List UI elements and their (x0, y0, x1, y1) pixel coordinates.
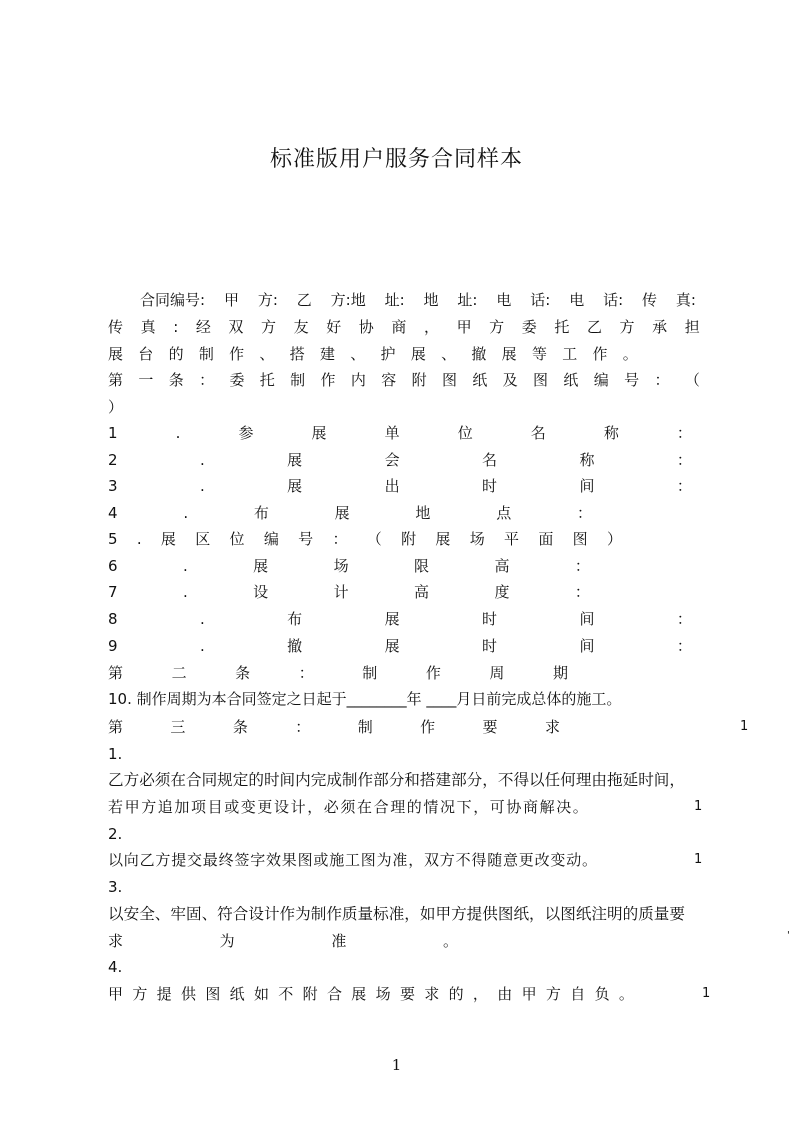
text-token: 制 (362, 664, 378, 682)
text-token: 委 (521, 318, 537, 336)
text-token: 制 (290, 371, 306, 389)
text-token: 平 (504, 530, 520, 548)
text-token: . (199, 477, 205, 495)
text-token: 供 (180, 985, 196, 1003)
text-token: ： (676, 637, 692, 655)
contract-text-line (108, 342, 638, 366)
text-token: 第 (108, 664, 124, 682)
text-token: 如 (253, 985, 269, 1003)
text-token: 提 (156, 985, 172, 1003)
text-token: 图 (205, 985, 221, 1003)
text-token: 址: (457, 291, 478, 309)
text-token: 展 (160, 530, 176, 548)
text-token: 场 (469, 530, 485, 548)
page-number: 1 (391, 1056, 402, 1074)
text-token: 时 (482, 477, 498, 495)
text-token: （ (366, 530, 382, 548)
contract-header-line (140, 288, 696, 312)
text-token: 展 (287, 477, 303, 495)
text-token: 编 (263, 530, 279, 548)
contract-text-line: 10. 制作周期为本合同签定之日起于________年 ____月日前完成总体的施工。 (108, 690, 622, 708)
text-token: 自 (570, 985, 586, 1003)
text-token: 传 (642, 291, 658, 309)
text-token: 准 (331, 932, 347, 950)
list-item (108, 634, 692, 658)
text-token: 好 (326, 318, 342, 336)
text-token: ： (574, 583, 590, 601)
text-token: ： (576, 504, 592, 522)
text-token: 位 (229, 530, 245, 548)
text-token: 条 (232, 718, 248, 736)
list-item (108, 607, 692, 631)
text-token: . (182, 583, 188, 601)
text-token: 求 (424, 985, 440, 1003)
text-token: . (175, 424, 181, 442)
text-token: 会 (384, 451, 400, 469)
text-token: ： (574, 557, 590, 575)
text-token: ： (199, 371, 215, 389)
text-token: 制 (198, 345, 214, 363)
text-token: 撤 (287, 637, 303, 655)
text-token: 方 (619, 318, 635, 336)
text-token: 双 (228, 318, 244, 336)
text-token: 。 (442, 932, 458, 950)
text-token: 3 (108, 477, 118, 495)
text-token: 内 (350, 371, 366, 389)
text-token: 作 (592, 345, 608, 363)
text-token: ： (676, 451, 692, 469)
text-token: 话: (603, 291, 624, 309)
text-token: 名 (482, 451, 498, 469)
text-token: 度 (494, 583, 510, 601)
text-token: 图 (533, 371, 549, 389)
text-token: 间 (579, 637, 595, 655)
text-token: 作 (420, 718, 436, 736)
text-token: 不 (278, 985, 294, 1003)
text-token: 委 (229, 371, 245, 389)
text-token: 条 (235, 664, 251, 682)
text-token: 真 (140, 318, 156, 336)
list-item (108, 527, 622, 551)
text-token: 展 (384, 610, 400, 628)
text-token: 1 (108, 424, 118, 442)
text-token: 经 (195, 318, 211, 336)
list-item (108, 448, 692, 472)
text-token: 展 (311, 424, 327, 442)
text-token: 护 (380, 345, 396, 363)
text-token: . (183, 504, 189, 522)
text-token: 展 (287, 451, 303, 469)
text-token: 高 (414, 583, 430, 601)
text-token: 场 (333, 557, 349, 575)
text-token: ） (606, 530, 622, 548)
text-token: ， (472, 985, 488, 1003)
text-token: 合同编号: (140, 291, 206, 309)
list-item (108, 554, 590, 578)
text-token: 要 (482, 718, 498, 736)
text-token: 期 (552, 664, 568, 682)
text-token: 布 (287, 610, 303, 628)
text-token: 及 (502, 371, 518, 389)
text-token: 方: (257, 291, 278, 309)
margin-mark: ' (787, 930, 790, 941)
text-token: 作 (425, 664, 441, 682)
margin-mark: 1 (702, 986, 711, 1001)
text-token: ： (332, 530, 348, 548)
text-token: 图 (441, 371, 457, 389)
text-token: 参 (238, 424, 254, 442)
text-token: 时 (482, 637, 498, 655)
text-token: 地 (423, 291, 439, 309)
text-token: 甲 (456, 318, 472, 336)
text-token: . (199, 610, 205, 628)
text-token: 设 (253, 583, 269, 601)
text-token: 甲 (223, 291, 239, 309)
text-token: 展 (384, 637, 400, 655)
text-token: 条 (168, 371, 184, 389)
margin-mark: 1 (740, 719, 749, 734)
text-token: 作 (229, 345, 245, 363)
text-token: 友 (293, 318, 309, 336)
text-token: 区 (195, 530, 211, 548)
text-token: 制 (357, 718, 373, 736)
contract-text-line (108, 982, 634, 1006)
article-heading (108, 368, 700, 392)
text-token: 方 (132, 985, 148, 1003)
text-token: . (136, 530, 142, 548)
text-token: 称 (579, 451, 595, 469)
text-token: 为 (219, 932, 235, 950)
text-token: 协 (358, 318, 374, 336)
text-token: 8 (108, 610, 118, 628)
text-token: 场 (375, 985, 391, 1003)
text-token: 作 (320, 371, 336, 389)
text-token: 由 (497, 985, 513, 1003)
text-token: 撤 (471, 345, 487, 363)
text-token: 等 (531, 345, 547, 363)
text-token: 、 (441, 345, 457, 363)
text-token: 承 (652, 318, 668, 336)
text-token: 纸 (563, 371, 579, 389)
text-token: 方:地 (330, 291, 366, 309)
text-token: 4 (108, 504, 118, 522)
text-token: 图 (572, 530, 588, 548)
contract-text-line: 若甲方追加项目或变更设计，必须在合理的情况下，可协商解决。 (108, 798, 590, 816)
text-token: 展 (435, 530, 451, 548)
text-token: 建 (319, 345, 335, 363)
text-token: 出 (384, 477, 400, 495)
text-token: 展 (410, 345, 426, 363)
text-token: 6 (108, 557, 118, 575)
article-heading (108, 661, 568, 685)
clause-number: 3. (108, 878, 123, 896)
text-token: 号 (624, 371, 640, 389)
text-token: 商 (391, 318, 407, 336)
list-item (108, 421, 692, 445)
text-token: 。 (618, 985, 634, 1003)
text-token: 展 (501, 345, 517, 363)
text-token: 纸 (472, 371, 488, 389)
text-token: 地 (415, 504, 431, 522)
contract-text-line (108, 929, 458, 953)
article-heading (108, 715, 560, 739)
text-token: . (199, 637, 205, 655)
text-token: 要 (399, 985, 415, 1003)
text-token: 托 (554, 318, 570, 336)
text-token: . (182, 557, 188, 575)
text-token: 电 (569, 291, 585, 309)
text-token: 间 (579, 610, 595, 628)
text-token: 计 (333, 583, 349, 601)
text-token: 7 (108, 583, 118, 601)
margin-mark: 1 (694, 852, 703, 867)
text-token: 布 (253, 504, 269, 522)
text-token: 乙 (586, 318, 602, 336)
text-token: 方 (261, 318, 277, 336)
text-token: ： (676, 477, 692, 495)
text-token: 附 (302, 985, 318, 1003)
text-token: 、 (350, 345, 366, 363)
text-token: （ (684, 371, 700, 389)
text-token: 周 (489, 664, 505, 682)
text-token: . (199, 451, 205, 469)
text-token: 求 (108, 932, 124, 950)
text-token: ） (108, 398, 124, 416)
text-token: 面 (538, 530, 554, 548)
text-token: 5 (108, 530, 118, 548)
document-title: 标准版用户服务合同样本 (269, 147, 523, 172)
contract-text-line: 乙方必须在合同规定的时间内完成制作部分和搭建部分，不得以任何理由拖延时间， (108, 771, 685, 789)
text-token: 真: (675, 291, 696, 309)
text-token: 台 (138, 345, 154, 363)
margin-mark: 1 (694, 799, 703, 814)
text-token: 、 (259, 345, 275, 363)
list-item (108, 580, 590, 604)
text-token: 第 (108, 371, 124, 389)
text-token: 合 (326, 985, 342, 1003)
text-token: 编 (593, 371, 609, 389)
text-token: 担 (684, 318, 700, 336)
text-token: 。 (622, 345, 638, 363)
text-token: 一 (138, 371, 154, 389)
text-token: 求 (544, 718, 560, 736)
text-token: ： (298, 664, 314, 682)
text-token: : (173, 318, 179, 336)
contract-text-line: 以安全、牢固、符合设计作为制作质量标准，如甲方提供图纸，以图纸注明的质量要 (108, 905, 685, 923)
text-token: 搭 (289, 345, 305, 363)
text-token: 话: (530, 291, 551, 309)
text-token: 乙 (296, 291, 312, 309)
text-token: 间 (579, 477, 595, 495)
clause-number: 2. (108, 825, 123, 843)
text-token: 高 (494, 557, 510, 575)
clause-number: 4. (108, 958, 123, 976)
text-token: 二 (171, 664, 187, 682)
text-token: 9 (108, 637, 118, 655)
text-token: 纸 (229, 985, 245, 1003)
text-token: 2 (108, 451, 118, 469)
text-token: ： (295, 718, 311, 736)
text-token: 的 (168, 345, 184, 363)
text-token: 号 (298, 530, 314, 548)
text-token: 址: (384, 291, 405, 309)
text-token: 点 (496, 504, 512, 522)
text-token: 托 (259, 371, 275, 389)
text-token: 单 (384, 424, 400, 442)
text-token: 展 (108, 345, 124, 363)
clause-number: 1. (108, 745, 123, 763)
text-token: 甲 (108, 985, 124, 1003)
text-token: 负 (594, 985, 610, 1003)
text-token: 电 (496, 291, 512, 309)
text-token: 附 (411, 371, 427, 389)
text-token: 传 (108, 318, 124, 336)
text-token: 第 (108, 718, 124, 736)
text-token: ， (423, 318, 439, 336)
list-item (108, 501, 592, 525)
text-token: 方 (489, 318, 505, 336)
text-token: 展 (351, 985, 367, 1003)
text-token: 位 (457, 424, 473, 442)
text-token: 附 (401, 530, 417, 548)
text-token: ： (676, 610, 692, 628)
text-token: 展 (334, 504, 350, 522)
text-token: 甲 (521, 985, 537, 1003)
text-token: 名 (530, 424, 546, 442)
text-token: 称 (603, 424, 619, 442)
list-item (108, 474, 692, 498)
contract-text-line (108, 315, 700, 339)
contract-text-line: 以向乙方提交最终签字效果图或施工图为准，双方不得随意更改变动。 (108, 851, 598, 869)
text-token: 限 (414, 557, 430, 575)
text-token: 容 (381, 371, 397, 389)
text-token: 工 (562, 345, 578, 363)
text-token: 方 (545, 985, 561, 1003)
text-token: 三 (170, 718, 186, 736)
text-token: 的 (448, 985, 464, 1003)
text-token: ： (676, 424, 692, 442)
text-token: ： (654, 371, 670, 389)
text-token: 时 (482, 610, 498, 628)
contract-text-line (108, 395, 122, 419)
text-token: 展 (253, 557, 269, 575)
